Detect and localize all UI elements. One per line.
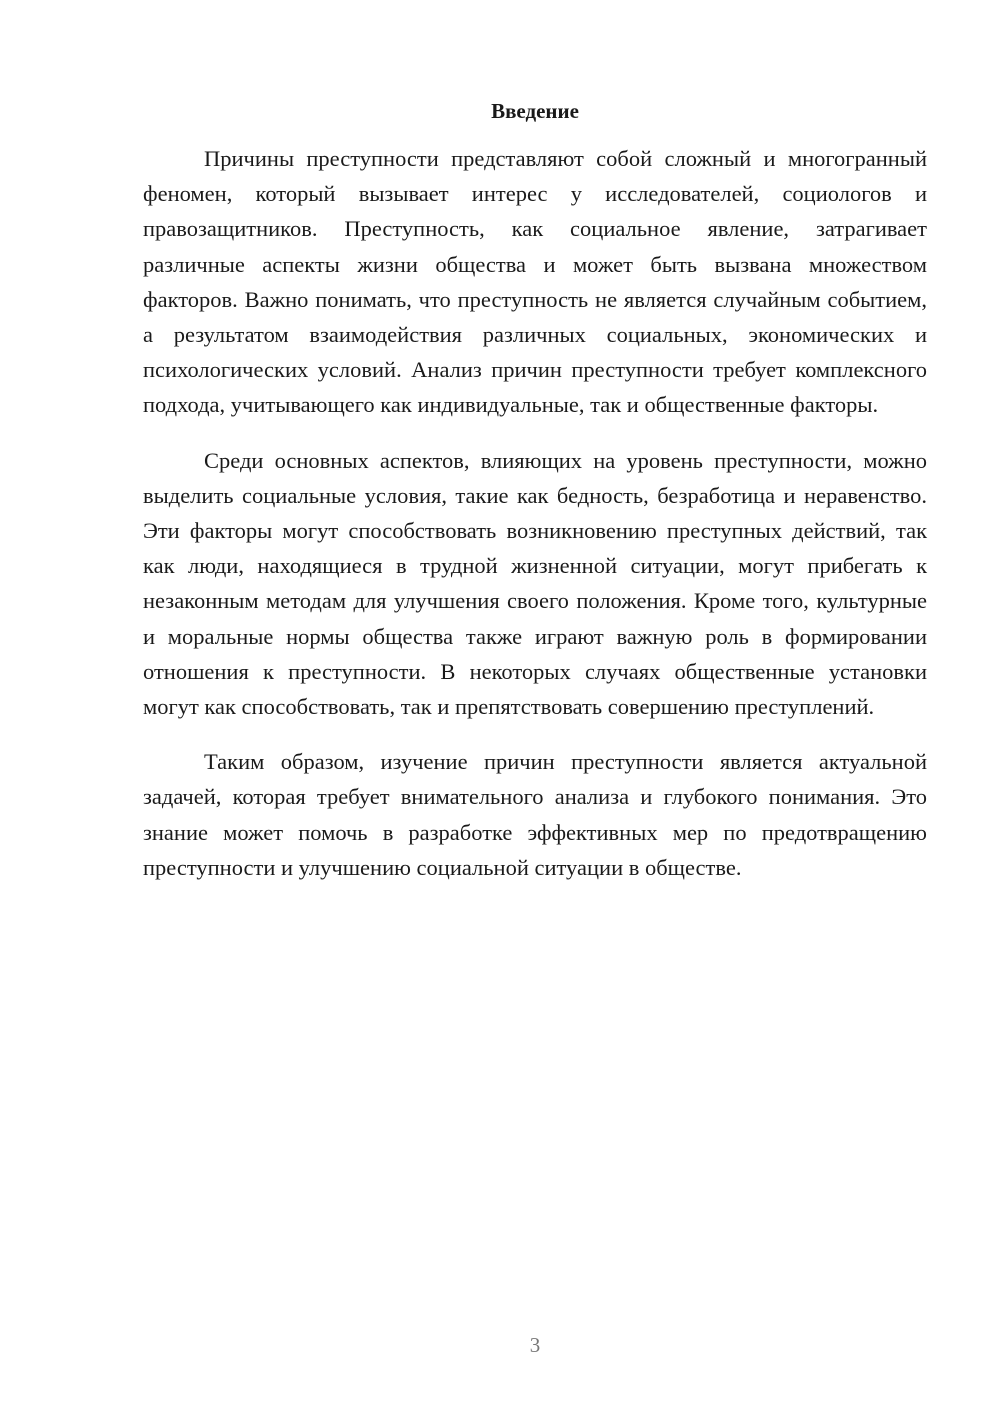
page-number: 3	[529, 1333, 541, 1357]
paragraph-3: Таким образом, изучение причин преступности является актуальной задачей, которая требует внимательного анализа и глубокого понимания. Это знание может помочь в разработке эффективных мер по предотвращению преступности и улучшению социальной ситуации в обществе.	[143, 749, 927, 880]
paragraph-2: Среди основных аспектов, влияющих на уровень преступности, можно выделить социальные условия, такие как бедность, безработица и неравенство. Эти факторы могут способствовать возникновению преступных действий, так как люди, находящиеся в трудной жизненной ситуации, могут прибегать к незаконным методам для улучшения своего положения. Кроме того, культурные и моральные нормы общества также играют важную роль в формировании отношения к преступности. В некоторых случаях общественные установки могут как способствовать, так и препятствовать совершению преступлений.	[143, 447, 927, 720]
page-content	[143, 94, 927, 905]
section-heading: Введение	[491, 99, 579, 123]
paragraph-1: Причины преступности представляют собой сложный и многогранный феномен, который вызывает интерес у исследователей, социологов и правозащитников. Преступность, как социальное явление, затрагивает различные аспекты жизни общества и может быть вызвана множеством факторов. Важно понимать, что преступность не является случайным событием, а результатом взаимодействия различных социальных, экономических и психологических условий. Анализ причин преступности требует комплексного подхода, учитывающего как индивидуальные, так и общественные факторы.	[143, 146, 927, 418]
